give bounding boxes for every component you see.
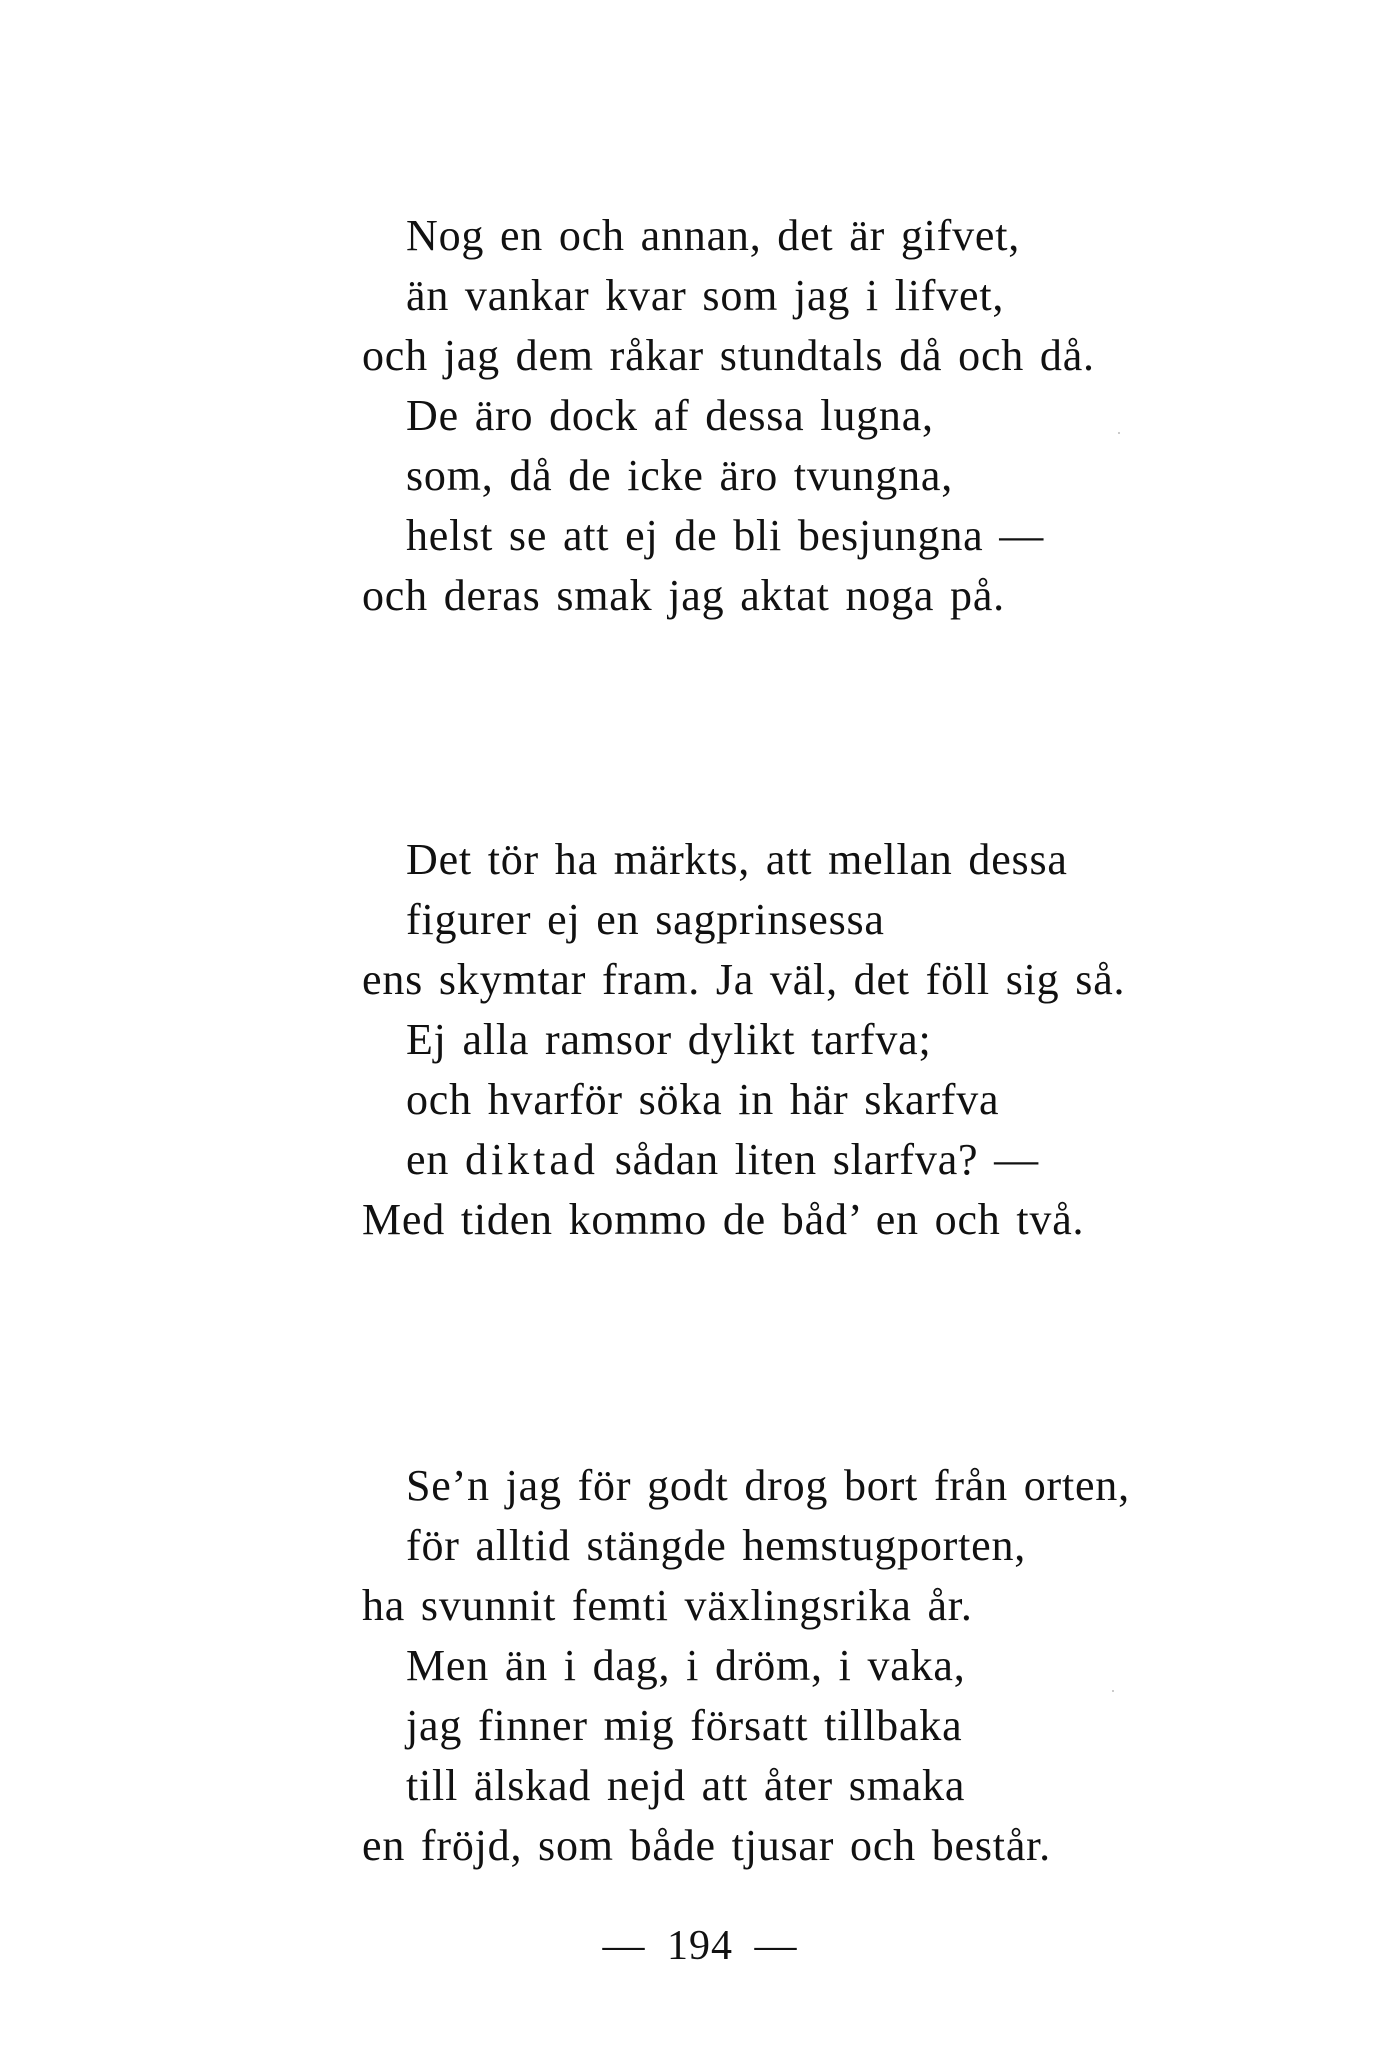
poem-line: än vankar kvar som jag i lifvet, — [406, 271, 1005, 320]
poem-line: Se’n jag för godt drog bort från orten, — [406, 1461, 1130, 1510]
emphasized-word: diktad — [464, 1135, 599, 1184]
poem-line: Det tör ha märkts, att mellan dessa — [406, 835, 1068, 884]
poem-line: helst se att ej de bli besjungna — — [406, 511, 1045, 560]
poem-line: Nog en och annan, det är gifvet, — [406, 211, 1021, 260]
poem-line: och deras smak jag aktat noga på. — [362, 571, 1005, 620]
poem-line-spaced: en diktad sådan liten slarfva? — — [406, 1135, 1039, 1184]
poem-line: och jag dem råkar stundtals då och då. — [362, 331, 1095, 380]
scan-speck — [1112, 1690, 1114, 1692]
poem-line: ens skymtar fram. Ja väl, det föll sig så. — [362, 955, 1126, 1004]
poem-line: Med tiden kommo de båd’ en och två. — [362, 1195, 1085, 1244]
poem-line: ha svunnit femti växlingsrika år. — [362, 1581, 973, 1630]
page-number: — 194 — — [602, 1923, 798, 1969]
poem-line: som, då de icke äro tvungna, — [406, 451, 954, 500]
poem-line: till älskad nejd att åter smaka — [406, 1761, 966, 1810]
poem-line: De äro dock af dessa lugna, — [406, 391, 934, 440]
scan-speck — [1118, 432, 1120, 434]
poem-line: Men än i dag, i dröm, i vaka, — [406, 1641, 966, 1690]
poem-line: och hvarför söka in här skarfva — [406, 1075, 1000, 1124]
poem-line: jag finner mig försatt tillbaka — [406, 1701, 963, 1750]
poem-line: för alltid stängde hemstugporten, — [406, 1521, 1027, 1570]
poem-line: figurer ej en sagprinsessa — [406, 895, 885, 944]
poem-line: en fröjd, som både tjusar och består. — [362, 1821, 1051, 1870]
poem-line: Ej alla ramsor dylikt tarfva; — [406, 1015, 932, 1064]
